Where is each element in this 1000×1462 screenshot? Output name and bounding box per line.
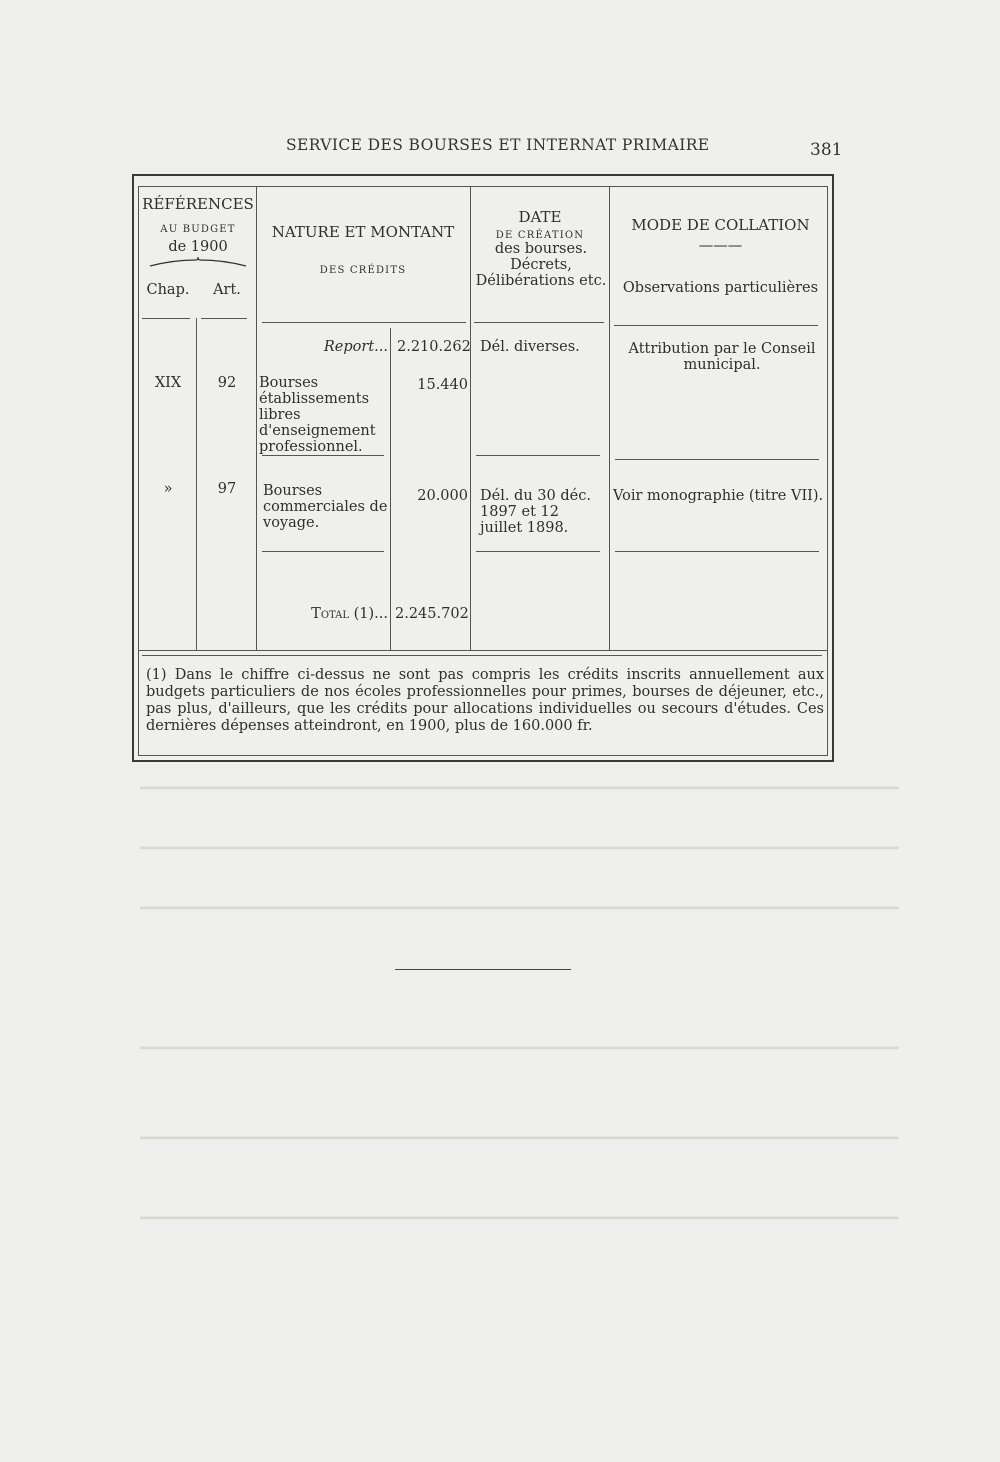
bleed-through-texture: ▁▁▁▁▁▁▁▁▁▁▁▁▁▁▁▁▁▁▁▁▁▁▁▁▁▁▁▁▁▁▁▁▁▁▁▁▁▁▁▁▁▁▁▁▁▁▁▁▁▁▁▁▁▁▁▁▁▁ (140, 1200, 899, 1220)
row-2-nature: Bourses commerciales de voyage. (263, 483, 388, 531)
row-2-art: 97 (217, 481, 237, 497)
row-1-chap: XIX (154, 375, 182, 391)
column-rule (470, 186, 471, 650)
row-rule (262, 455, 384, 456)
row-1-amount: 15.440 (417, 377, 468, 393)
header-au-budget: AU BUDGET (160, 224, 236, 235)
row-rule (262, 551, 384, 552)
header-rule (474, 322, 604, 323)
bleed-through-texture: ▁▁▁▁▁▁▁▁▁▁▁▁▁▁▁▁▁▁▁▁▁▁▁▁▁▁▁▁▁▁▁▁▁▁▁▁▁▁▁▁▁▁▁▁▁▁▁▁▁▁▁▁▁▁▁▁▁▁ (140, 890, 899, 910)
row-2-observations: Voir monographie (titre VII). (613, 488, 824, 504)
row-rule (476, 551, 600, 552)
header-mode-sub: Observations particulières (622, 280, 819, 296)
bleed-through-texture: ▁▁▁▁▁▁▁▁▁▁▁▁▁▁▁▁▁▁▁▁▁▁▁▁▁▁▁▁▁▁▁▁▁▁▁▁▁▁▁▁▁▁▁▁▁▁▁▁▁▁▁▁▁▁▁▁▁▁ (140, 1030, 899, 1050)
report-amount: 2.210.262 (397, 339, 471, 355)
footnote: (1) Dans le chiffre ci-dessus ne sont pas compris les crédits inscrits annuellement aux budgets particuliers de nos écoles professionnelles pour primes, bourses de déjeuner, etc., pas plus, d'ailleurs, que les crédits pour allocations individuelles ou secours d'études. Ces dernières dépenses atteindront, en 1900, plus de 160.000 fr. (146, 667, 824, 734)
page-number: 381 (810, 140, 843, 160)
report-label: Report... (323, 339, 388, 355)
column-rule (609, 186, 610, 650)
bleed-through-texture: ▁▁▁▁▁▁▁▁▁▁▁▁▁▁▁▁▁▁▁▁▁▁▁▁▁▁▁▁▁▁▁▁▁▁▁▁▁▁▁▁▁▁▁▁▁▁▁▁▁▁▁▁▁▁▁▁▁▁ (140, 830, 899, 850)
header-chap: Chap. (146, 282, 190, 298)
header-art: Art. (213, 282, 241, 298)
bleed-through-texture: ▁▁▁▁▁▁▁▁▁▁▁▁▁▁▁▁▁▁▁▁▁▁▁▁▁▁▁▁▁▁▁▁▁▁▁▁▁▁▁▁▁▁▁▁▁▁▁▁▁▁▁▁▁▁▁▁▁▁ (140, 770, 899, 790)
row-1-art: 92 (217, 375, 237, 391)
footnote-rule (142, 655, 822, 656)
row-2-chap: » (163, 481, 173, 497)
header-date-sub: DE CRÉATION (495, 230, 585, 241)
row-1-observations: Attribution par le Conseil municipal. (628, 341, 816, 373)
header-rule (142, 318, 190, 319)
row-rule (615, 459, 819, 460)
running-title: SERVICE DES BOURSES ET INTERNAT PRIMAIRE (286, 136, 710, 154)
footnote-separator (138, 650, 828, 651)
header-references: RÉFÉRENCES (142, 195, 254, 213)
header-mode-dash: ——— (698, 238, 743, 254)
header-rule (614, 325, 818, 326)
header-nature-title: NATURE ET MONTANT (271, 223, 455, 241)
report-date: Dél. diverses. (480, 339, 580, 355)
end-rule (395, 969, 571, 970)
bleed-through-texture: ▁▁▁▁▁▁▁▁▁▁▁▁▁▁▁▁▁▁▁▁▁▁▁▁▁▁▁▁▁▁▁▁▁▁▁▁▁▁▁▁▁▁▁▁▁▁▁▁▁▁▁▁▁▁▁▁▁▁ (140, 1120, 899, 1140)
total-amount: 2.245.702 (395, 606, 469, 622)
header-date-title: DATE (518, 208, 562, 226)
header-rule (201, 318, 247, 319)
row-rule (476, 455, 600, 456)
column-rule (256, 186, 257, 650)
row-rule (615, 551, 819, 552)
header-nature-sub: DES CRÉDITS (319, 265, 407, 276)
column-rule (390, 328, 391, 650)
column-rule (196, 318, 197, 650)
row-2-amount: 20.000 (417, 488, 468, 504)
header-year: de 1900 (168, 239, 228, 255)
total-label: Total (1)... (311, 606, 388, 622)
row-2-date: Dél. du 30 déc. 1897 et 12 juillet 1898. (480, 488, 591, 536)
header-rule (262, 322, 466, 323)
header-mode-title: MODE DE COLLATION (631, 216, 810, 234)
brace-icon (148, 256, 248, 268)
header-date-text: des bourses. Décrets, Délibérations etc. (475, 241, 607, 289)
row-1-nature: Bourses établissements libres d'enseignement professionnel. (259, 375, 376, 455)
